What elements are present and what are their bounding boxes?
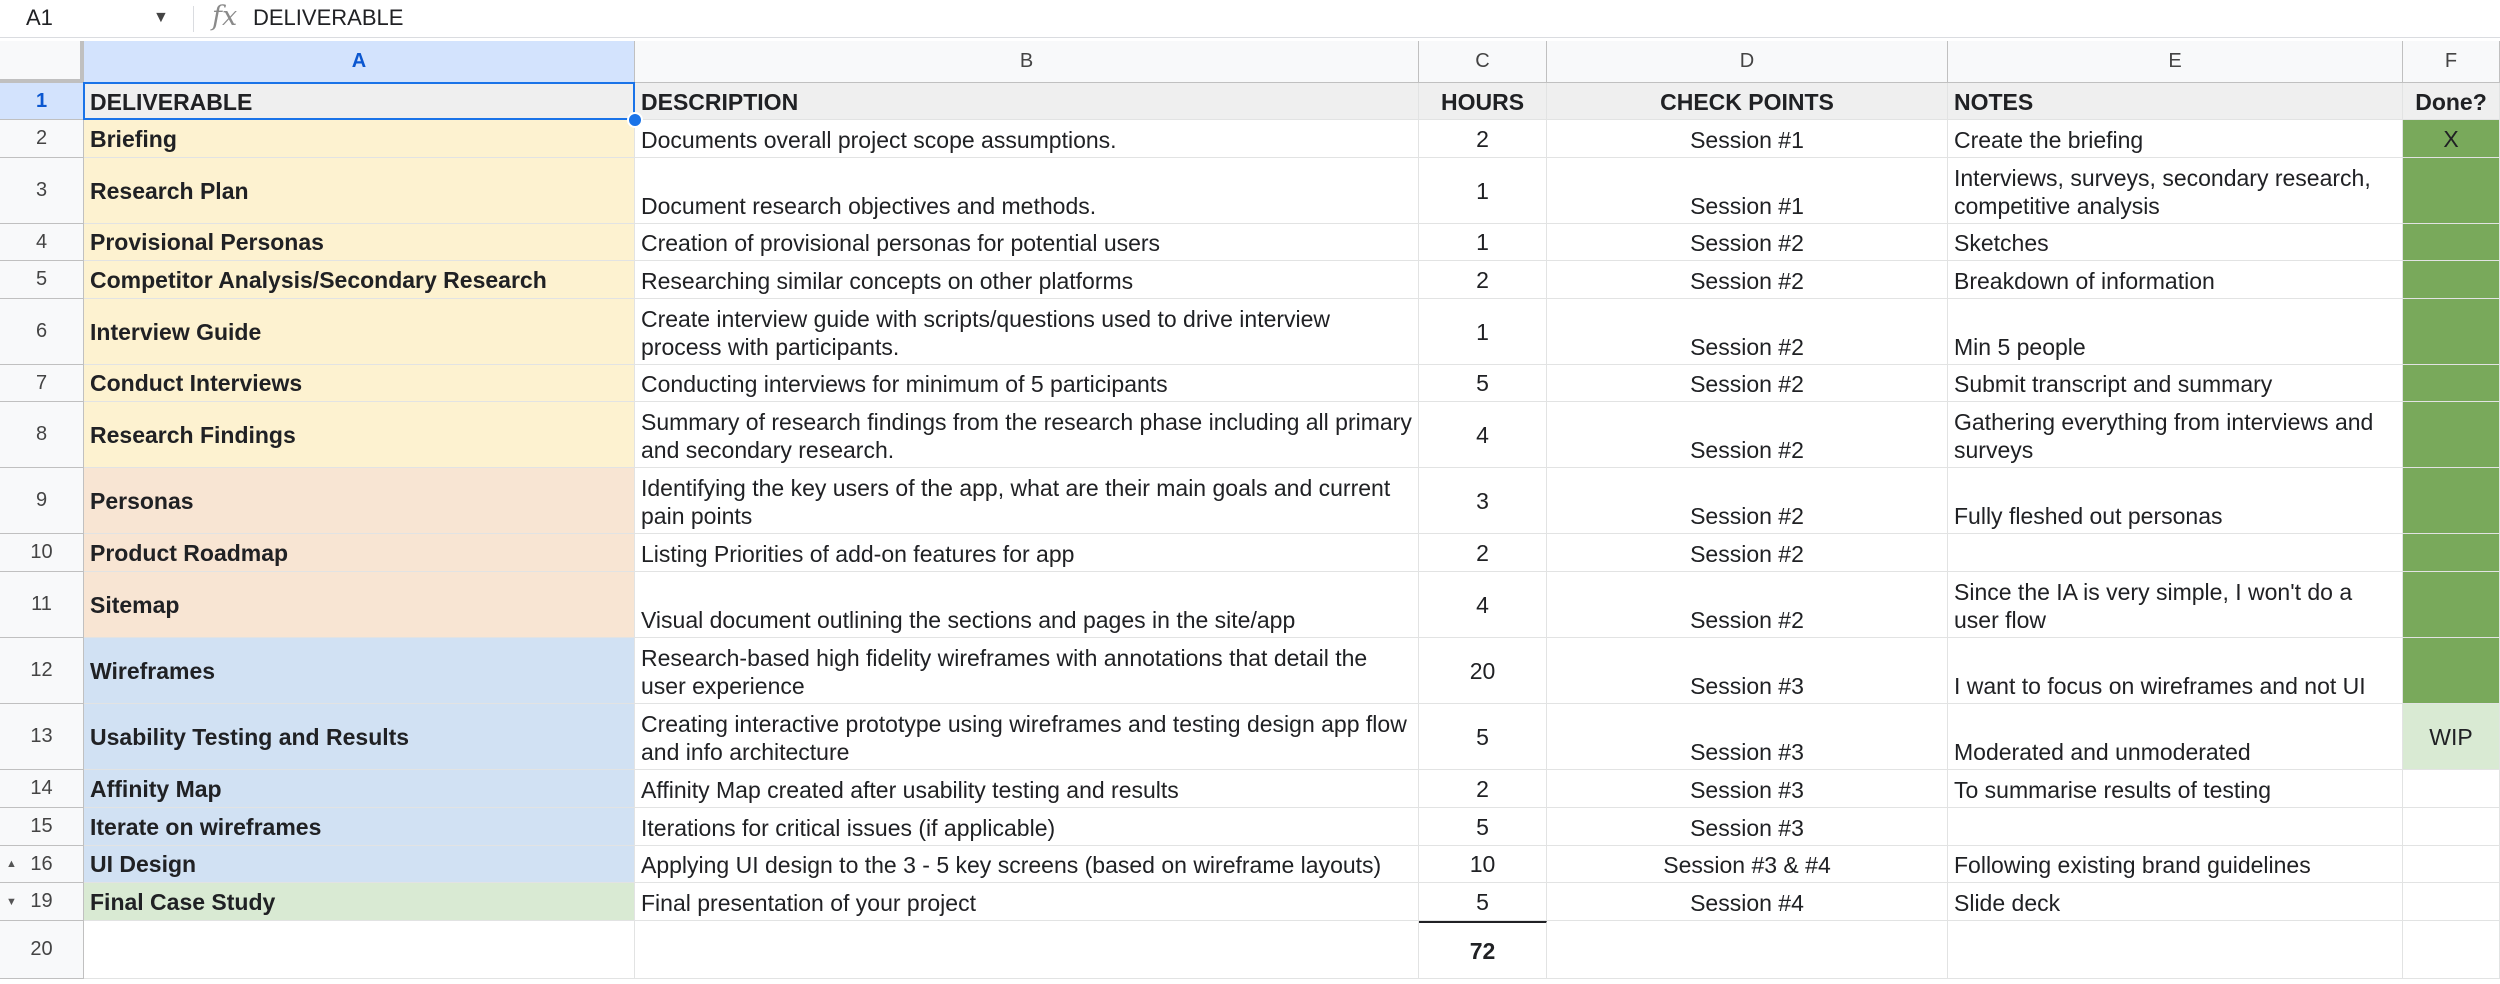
checkpoint-cell[interactable]: Session #1 [1547, 158, 1948, 224]
deliverable-cell[interactable]: Product Roadmap [84, 534, 635, 572]
row-header-6[interactable]: 6 [0, 299, 84, 365]
description-cell[interactable]: Create interview guide with scripts/questions used to drive interview process with participants. [635, 299, 1419, 365]
hours-cell[interactable]: 4 [1419, 402, 1547, 468]
select-all-corner[interactable] [0, 41, 84, 83]
notes-cell[interactable]: Interviews, surveys, secondary research, competitive analysis [1948, 158, 2403, 224]
deliverable-cell[interactable]: Usability Testing and Results [84, 704, 635, 770]
column-header-d[interactable]: D [1547, 41, 1948, 83]
empty-cell[interactable] [635, 921, 1419, 979]
done-status-cell[interactable] [2403, 299, 2500, 365]
empty-cell[interactable] [84, 921, 635, 979]
notes-cell[interactable] [1948, 808, 2403, 846]
done-status-cell[interactable] [2403, 224, 2500, 261]
row-header-16[interactable]: 16 ▲ [0, 846, 84, 883]
checkpoint-cell[interactable]: Session #2 [1547, 572, 1948, 638]
done-status-cell[interactable] [2403, 534, 2500, 572]
column-header-a[interactable]: A [84, 41, 635, 83]
row-header-20[interactable]: 20 [0, 921, 84, 979]
header-cell-notes[interactable]: NOTES [1948, 83, 2403, 120]
description-cell[interactable]: Listing Priorities of add-on features for app [635, 534, 1419, 572]
description-cell[interactable]: Document research objectives and methods. [635, 158, 1419, 224]
expand-down-icon[interactable]: ▼ [6, 895, 17, 908]
deliverable-cell[interactable]: Competitor Analysis/Secondary Research [84, 261, 635, 299]
done-status-cell[interactable] [2403, 770, 2500, 808]
checkpoint-cell[interactable]: Session #2 [1547, 261, 1948, 299]
notes-cell[interactable]: Fully fleshed out personas [1948, 468, 2403, 534]
notes-cell[interactable]: Moderated and unmoderated [1948, 704, 2403, 770]
hours-cell[interactable]: 5 [1419, 704, 1547, 770]
row-header-12[interactable]: 12 [0, 638, 84, 704]
row-header-13[interactable]: 13 [0, 704, 84, 770]
deliverable-cell[interactable]: Research Findings [84, 402, 635, 468]
done-status-cell[interactable] [2403, 572, 2500, 638]
deliverable-cell[interactable]: Sitemap [84, 572, 635, 638]
checkpoint-cell[interactable]: Session #3 [1547, 808, 1948, 846]
done-status-cell[interactable] [2403, 261, 2500, 299]
hours-cell[interactable]: 2 [1419, 534, 1547, 572]
hours-cell[interactable]: 2 [1419, 261, 1547, 299]
row-header-2[interactable]: 2 [0, 120, 84, 158]
done-status-cell[interactable] [2403, 846, 2500, 883]
description-cell[interactable]: Affinity Map created after usability testing and results [635, 770, 1419, 808]
header-cell-description[interactable]: DESCRIPTION [635, 83, 1419, 120]
notes-cell[interactable]: Gathering everything from interviews and surveys [1948, 402, 2403, 468]
chevron-down-icon[interactable]: ▼ [153, 9, 169, 26]
formula-bar [0, 0, 2500, 38]
row-header-14[interactable]: 14 [0, 770, 84, 808]
column-header-b[interactable]: B [635, 41, 1419, 83]
checkpoint-cell[interactable]: Session #2 [1547, 224, 1948, 261]
row-header-3[interactable]: 3 [0, 158, 84, 224]
done-status-cell[interactable] [2403, 402, 2500, 468]
hours-cell[interactable]: 20 [1419, 638, 1547, 704]
deliverable-cell[interactable]: Wireframes [84, 638, 635, 704]
row-header-15[interactable]: 15 [0, 808, 84, 846]
done-status-cell[interactable] [2403, 808, 2500, 846]
row-header-9[interactable]: 9 [0, 468, 84, 534]
description-cell[interactable]: Summary of research findings from the research phase including all primary and secondary research. [635, 402, 1419, 468]
hours-cell[interactable]: 5 [1419, 808, 1547, 846]
notes-cell[interactable]: Following existing brand guidelines [1948, 846, 2403, 883]
column-header-f[interactable]: F [2403, 41, 2500, 83]
deliverable-cell[interactable]: Conduct Interviews [84, 365, 635, 402]
notes-cell[interactable]: Sketches [1948, 224, 2403, 261]
hours-cell[interactable]: 4 [1419, 572, 1547, 638]
description-cell[interactable]: Final presentation of your project [635, 883, 1419, 921]
hours-cell[interactable]: 10 [1419, 846, 1547, 883]
hours-cell[interactable]: 1 [1419, 299, 1547, 365]
row-header-1[interactable]: 1 [0, 83, 84, 120]
row-header-5[interactable]: 5 [0, 261, 84, 299]
header-cell-done[interactable]: Done? [2403, 83, 2500, 120]
hours-cell[interactable]: 5 [1419, 883, 1547, 921]
notes-cell[interactable] [1948, 534, 2403, 572]
notes-cell[interactable]: Create the briefing [1948, 120, 2403, 158]
header-cell-checkpoints[interactable]: CHECK POINTS [1547, 83, 1948, 120]
notes-cell[interactable]: Min 5 people [1948, 299, 2403, 365]
done-status-cell[interactable]: WIP [2403, 704, 2500, 770]
column-header-c[interactable]: C [1419, 41, 1547, 83]
checkpoint-cell[interactable]: Session #2 [1547, 402, 1948, 468]
done-status-cell[interactable]: X [2403, 120, 2500, 158]
description-cell[interactable]: Iterations for critical issues (if applicable) [635, 808, 1419, 846]
deliverable-cell[interactable]: Affinity Map [84, 770, 635, 808]
row-header-11[interactable]: 11 [0, 572, 84, 638]
deliverable-cell[interactable]: Iterate on wireframes [84, 808, 635, 846]
fill-handle[interactable] [627, 112, 643, 128]
row-header-10[interactable]: 10 [0, 534, 84, 572]
hours-cell[interactable]: 2 [1419, 770, 1547, 808]
description-cell[interactable]: Creating interactive prototype using wireframes and testing design app flow and info architecture [635, 704, 1419, 770]
checkpoint-cell[interactable]: Session #3 [1547, 638, 1948, 704]
notes-cell[interactable]: Since the IA is very simple, I won't do a user flow [1948, 572, 2403, 638]
checkpoint-cell[interactable]: Session #3 [1547, 770, 1948, 808]
checkpoint-cell[interactable]: Session #3 [1547, 704, 1948, 770]
description-cell[interactable]: Research-based high fidelity wireframes with annotations that detail the user experience [635, 638, 1419, 704]
checkpoint-cell[interactable]: Session #2 [1547, 534, 1948, 572]
empty-cell[interactable] [1547, 921, 1948, 979]
hours-cell[interactable]: 2 [1419, 120, 1547, 158]
notes-cell[interactable]: To summarise results of testing [1948, 770, 2403, 808]
fx-icon: fx [212, 1, 238, 32]
done-status-cell[interactable] [2403, 883, 2500, 921]
expand-up-icon[interactable]: ▲ [6, 858, 17, 870]
checkpoint-cell[interactable]: Session #2 [1547, 299, 1948, 365]
deliverable-cell[interactable]: UI Design [84, 846, 635, 883]
done-status-cell[interactable] [2403, 638, 2500, 704]
header-cell-deliverable[interactable]: DELIVERABLE [84, 83, 635, 120]
description-cell[interactable]: Creation of provisional personas for potential users [635, 224, 1419, 261]
row-header-8[interactable]: 8 [0, 402, 84, 468]
checkpoint-cell[interactable]: Session #2 [1547, 365, 1948, 402]
checkpoint-cell[interactable]: Session #3 & #4 [1547, 846, 1948, 883]
empty-cell[interactable] [2403, 921, 2500, 979]
done-status-cell[interactable] [2403, 158, 2500, 224]
deliverable-cell[interactable]: Research Plan [84, 158, 635, 224]
description-cell[interactable]: Applying UI design to the 3 - 5 key screens (based on wireframe layouts) [635, 846, 1419, 883]
notes-cell[interactable]: Slide deck [1948, 883, 2403, 921]
description-cell[interactable]: Identifying the key users of the app, what are their main goals and current pain points [635, 468, 1419, 534]
description-cell[interactable]: Visual document outlining the sections and pages in the site/app [635, 572, 1419, 638]
checkpoint-cell[interactable]: Session #4 [1547, 883, 1948, 921]
name-box-value[interactable]: A1 [26, 5, 53, 30]
deliverable-cell[interactable]: Final Case Study [84, 883, 635, 921]
done-status-cell[interactable] [2403, 468, 2500, 534]
description-cell[interactable]: Conducting interviews for minimum of 5 participants [635, 365, 1419, 402]
description-cell[interactable]: Documents overall project scope assumptions. [635, 120, 1419, 158]
notes-cell[interactable]: Submit transcript and summary [1948, 365, 2403, 402]
name-box[interactable] [0, 0, 185, 37]
hours-cell[interactable]: 3 [1419, 468, 1547, 534]
hours-cell[interactable]: 5 [1419, 365, 1547, 402]
checkpoint-cell[interactable]: Session #2 [1547, 468, 1948, 534]
description-cell[interactable]: Researching similar concepts on other platforms [635, 261, 1419, 299]
deliverable-cell[interactable]: Personas [84, 468, 635, 534]
row-header-4[interactable]: 4 [0, 224, 84, 261]
hours-cell[interactable]: 1 [1419, 158, 1547, 224]
row-header-7[interactable]: 7 [0, 365, 84, 402]
notes-cell[interactable]: Breakdown of information [1948, 261, 2403, 299]
deliverable-cell[interactable]: Interview Guide [84, 299, 635, 365]
empty-cell[interactable] [1948, 921, 2403, 979]
formula-separator [193, 6, 194, 32]
header-cell-hours[interactable]: HOURS [1419, 83, 1547, 120]
deliverable-cell[interactable]: Briefing [84, 120, 635, 158]
hours-total-cell[interactable]: 72 [1419, 921, 1547, 979]
formula-input[interactable]: DELIVERABLE [253, 5, 404, 30]
deliverable-cell[interactable]: Provisional Personas [84, 224, 635, 261]
column-header-e[interactable]: E [1948, 41, 2403, 83]
checkpoint-cell[interactable]: Session #1 [1547, 120, 1948, 158]
notes-cell[interactable]: I want to focus on wireframes and not UI [1948, 638, 2403, 704]
hours-cell[interactable]: 1 [1419, 224, 1547, 261]
row-header-19[interactable]: 19 ▼ [0, 883, 84, 921]
done-status-cell[interactable] [2403, 365, 2500, 402]
